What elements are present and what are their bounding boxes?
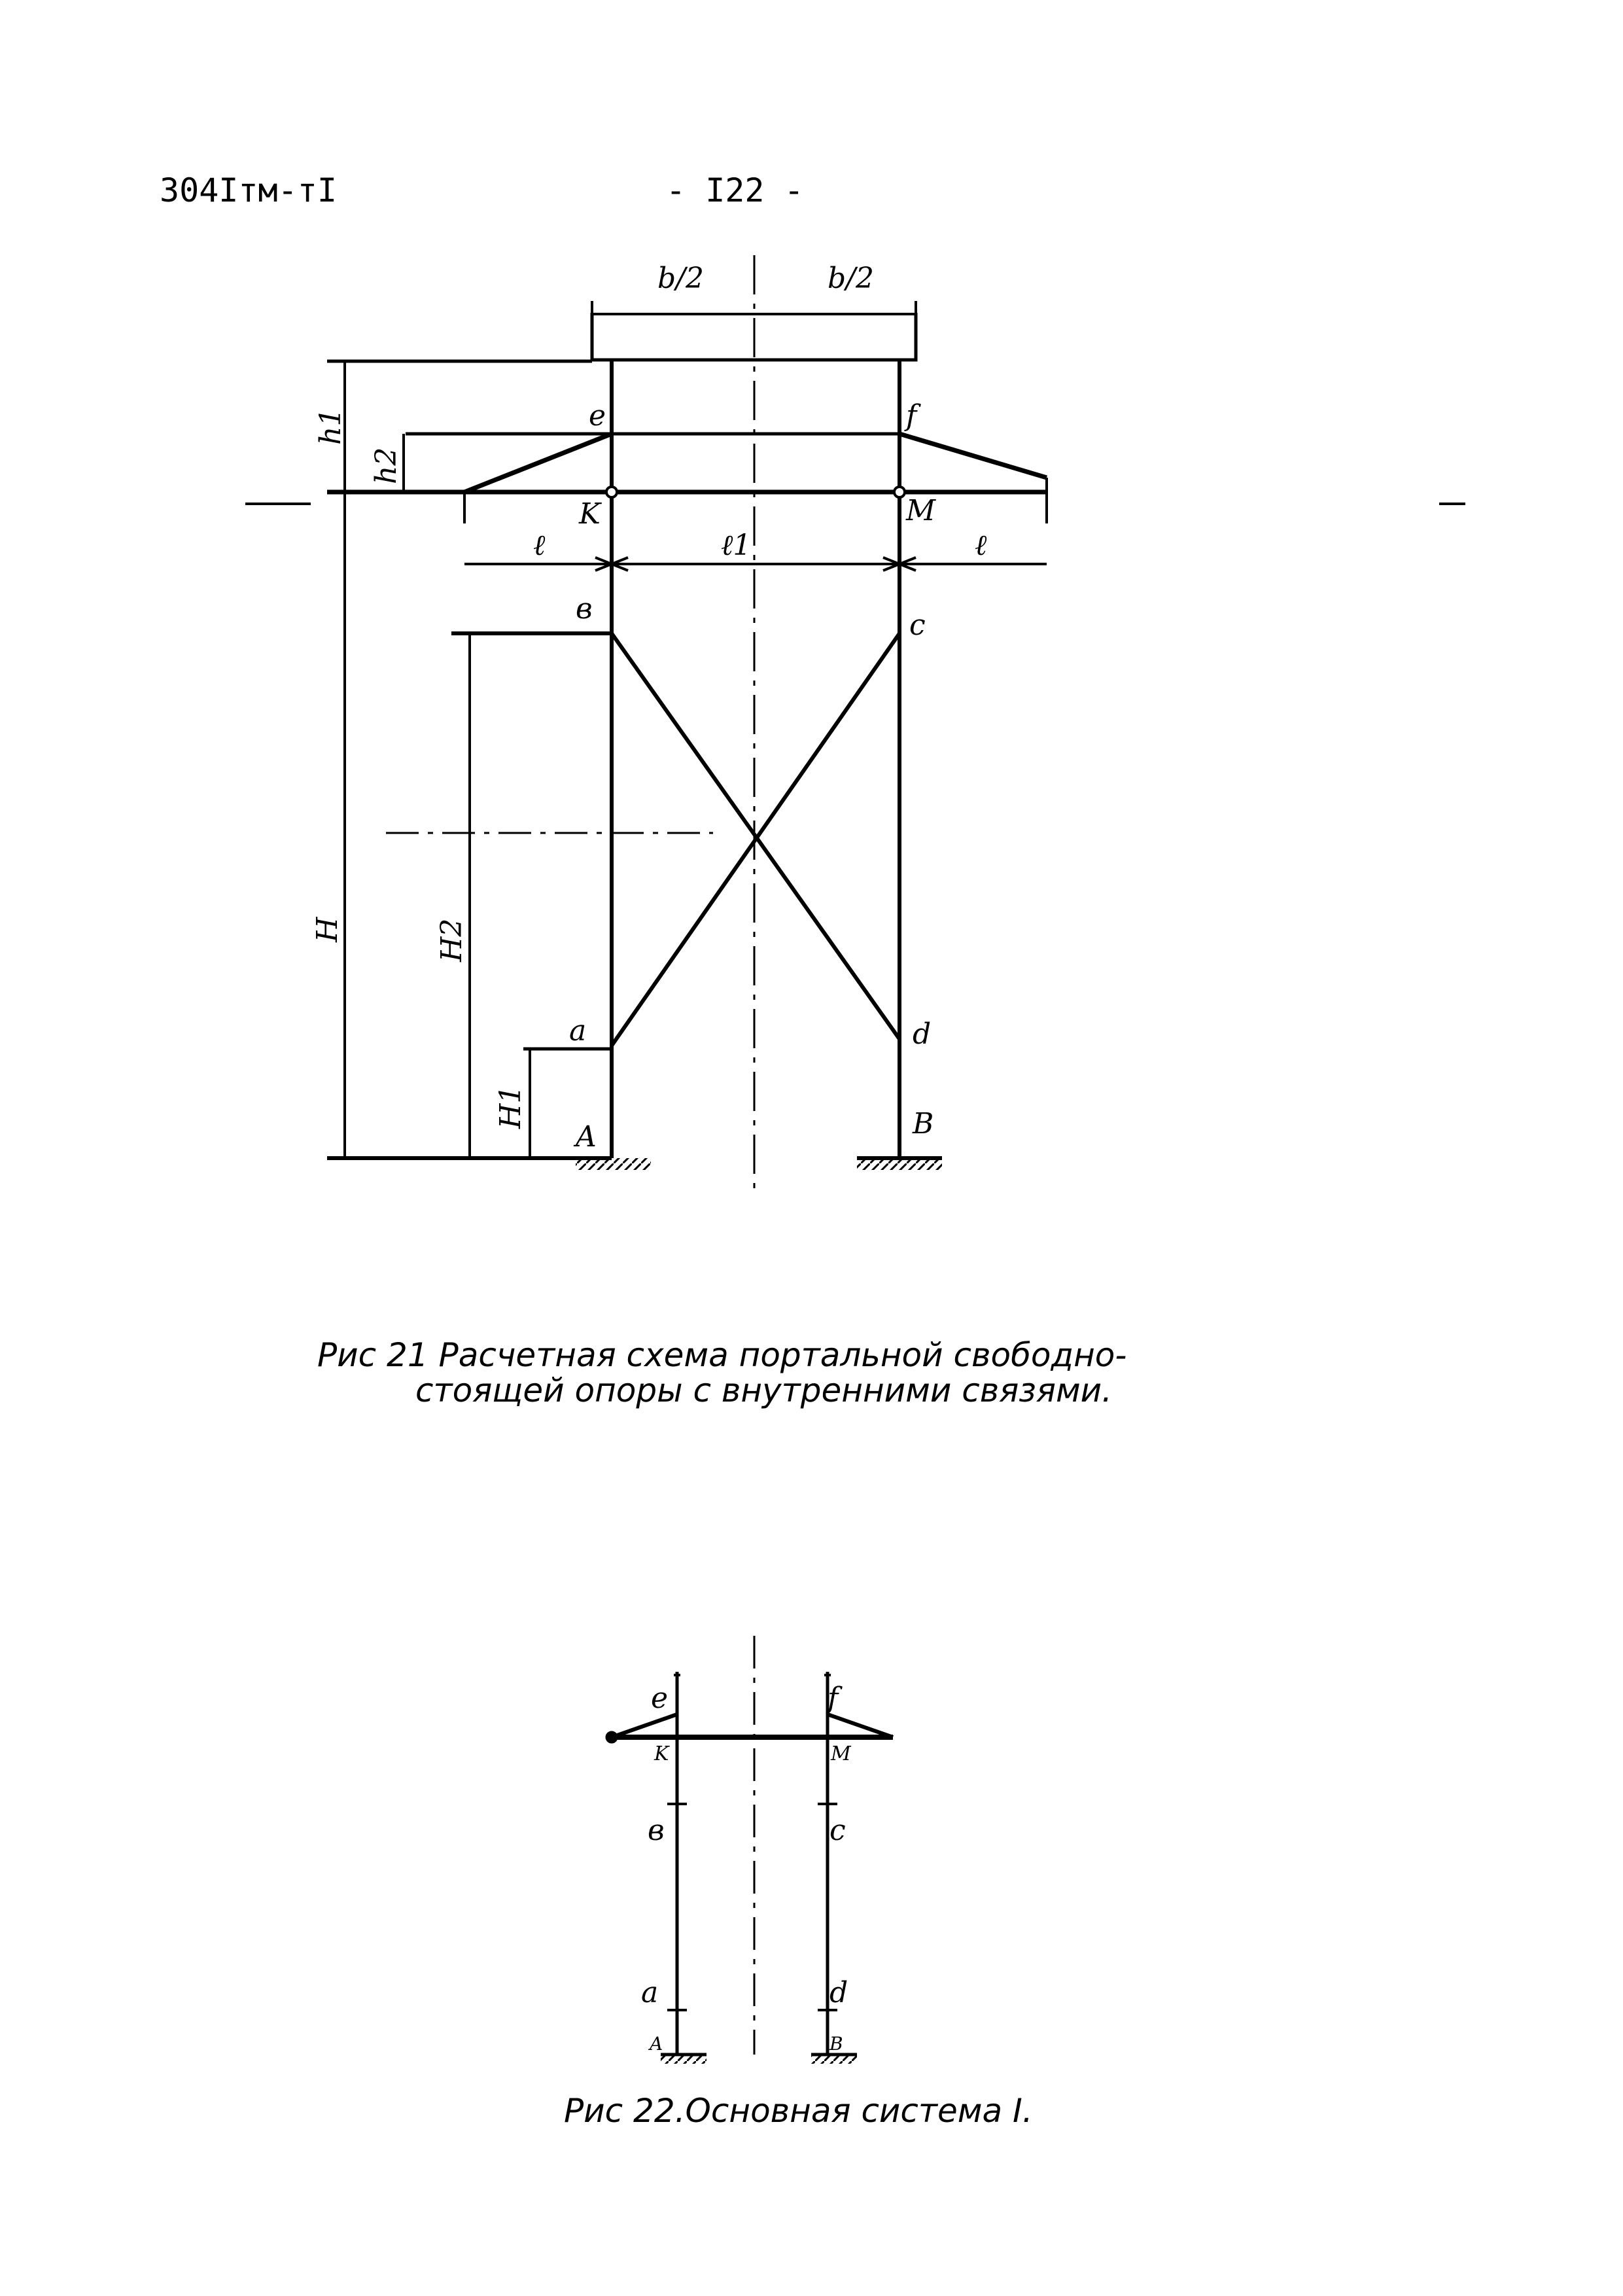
fig22-label-A: A (650, 2033, 663, 2055)
label-H: H (311, 917, 344, 942)
label-l-left: ℓ (533, 529, 546, 562)
figure-21-caption-line1: Рис 21 Расчетная схема портальной свободно- (317, 1336, 1127, 1374)
label-M: M (906, 494, 936, 527)
figure-22-caption: Рис 22.Основная система I. (564, 2092, 1033, 2130)
document-code: 304Iтм-тI (160, 171, 337, 209)
label-b-half-right: b/2 (828, 262, 874, 295)
support-A (576, 1158, 651, 1170)
figure-21 (327, 255, 1047, 1191)
label-H2: H2 (435, 918, 468, 962)
fig22-label-K: K (654, 1742, 669, 1765)
fig22-label-b: в (648, 1814, 665, 1847)
label-a: a (569, 1014, 587, 1048)
fig22-label-B: B (829, 2033, 843, 2055)
fig22-label-f: f (828, 1682, 839, 1715)
label-h1: h1 (314, 408, 347, 445)
label-d: d (913, 1017, 932, 1051)
fig22-label-a: a (641, 1976, 659, 2009)
label-H1: H1 (494, 1085, 527, 1129)
label-f: f (906, 399, 917, 433)
strut-right (899, 434, 1047, 478)
fig22-support-A (661, 2055, 707, 2064)
label-l-right: ℓ (975, 529, 987, 562)
label-l1: ℓ1 (721, 529, 752, 562)
label-b: в (576, 592, 593, 626)
fig22-label-d: d (829, 1976, 848, 2009)
fig22-support-B (811, 2055, 857, 2064)
page-number: - I22 - (666, 171, 804, 209)
label-K: K (579, 497, 601, 531)
label-e: e (589, 399, 606, 433)
label-c: c (909, 609, 926, 642)
fig22-label-c: c (829, 1814, 846, 1847)
fig22-label-e: e (651, 1682, 669, 1715)
strut-left (464, 434, 612, 492)
fig22-label-M: M (831, 1742, 851, 1765)
label-h2: h2 (370, 447, 403, 484)
support-B (857, 1158, 942, 1170)
label-B: B (913, 1107, 934, 1140)
label-A: A (576, 1120, 597, 1154)
label-b-half-left: b/2 (657, 262, 704, 295)
figure-21-caption-line2: стоящей опоры с внутренними связями. (415, 1371, 1113, 1409)
